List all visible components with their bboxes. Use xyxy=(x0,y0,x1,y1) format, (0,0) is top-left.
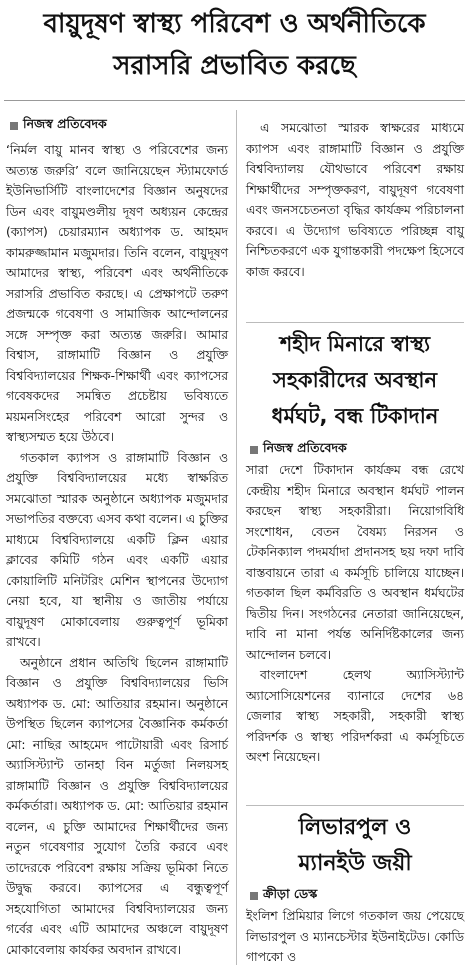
byline-bullet-icon xyxy=(250,892,258,900)
story3-byline-text: ক্রীড়া ডেস্ক xyxy=(263,886,318,901)
byline-bullet-icon xyxy=(250,446,258,454)
main-headline-line2: সরাসরি প্রভাবিত করছে xyxy=(113,51,356,81)
story3-headline xyxy=(246,810,464,882)
story-divider-1 xyxy=(246,322,464,323)
headline-divider xyxy=(4,100,465,101)
story2-paragraph-2: বাংলাদেশ হেলথ অ্যাসিস্ট্যান্ট অ্যাসোসিয়েশনের ব্যানারে দেশের ৬৪ জেলার স্বাস্থ্য সহকারী, সহকারী স্বাস্থ্য পরিদর্শক ও স্বাস্থ্য পরিদর্শকরা এ কর্মসূচিতে অংশ নিয়েছেন। xyxy=(246,668,464,764)
byline-bullet-icon xyxy=(10,122,18,130)
main-byline xyxy=(10,116,107,136)
story3-paragraph-1: ইংলিশ প্রিমিয়ার লিগে গতকাল জয় পেয়েছে লিভারপুল ও ম্যানচেস্টার ইউনাইটেড। কোডি গাপকো ও xyxy=(246,909,464,964)
main-byline-text: নিজস্ব প্রতিবেদক xyxy=(23,116,107,131)
main-paragraph-4: এ সমঝোতা স্মারক স্বাক্ষরের মাধ্যমে ক্যাপস এবং রাঙ্গামাটি বিজ্ঞান ও প্রযুক্তি বিশ্ববিদ্যালয় যৌথভাবে পরিবেশ রক্ষায় শিক্ষার্থীদের সম্পৃক্তকরণ, বায়ুদূষণ গবেষণা এবং জনসচেতনতা বৃদ্ধির কার্যক্রম পরিচালনা করবে। এ উদ্যোগ ভবিষ্যতে পরিচ্ছন্ন বায়ু নিশ্চিতকরণে এক যুগান্তকারী পদক্ষেপ হিসেবে কাজ করবে। xyxy=(246,121,464,279)
story2-byline xyxy=(250,440,347,460)
main-paragraph-3: অনুষ্ঠানে প্রধান অতিথি ছিলেন রাঙ্গামাটি বিজ্ঞান ও প্রযুক্তি বিশ্ববিদ্যালয়ের ভিসি অধ্যাপক ড. মো: আতিয়ার রহমান। অনুষ্ঠানে উপস্থিত ছিলেন ক্যাপসের বৈজ্ঞানিক কর্মকর্তা মো: নাছির আহমেদ পাটোয়ারী এবং রিসার্চ অ্যাসিস্ট্যান্ট তানহা বিন মর্তুজা নিলয়সহ রাঙ্গামাটি বিজ্ঞান ও প্রযুক্তি বিশ্ববিদ্যালয়ের কর্মকর্তারা। অধ্যাপক ড. মো: আতিয়ার রহমান বলেন, এ চুক্তি আমাদের শিক্ষার্থীদের জন্য নতুন গবেষণার সুযোগ তৈরি করবে এবং তাদেরকে পরিবেশ রক্ষায় সক্রিয় ভূমিকা নিতে উদ্বুদ্ধ করবে। ক্যাপসের এ বন্ধুত্বপূর্ণ সহযোগিতা আমাদের বিশ্ববিদ্যালয়ের জন্য গর্বের এবং এটি আমাদের অঞ্চলে বায়ুদূষণ মোকাবেলায় কার্যকর অবদান রাখবে। xyxy=(6,655,228,957)
story2-headline-line3: ধর্মঘট, বন্ধ টিকাদান xyxy=(271,404,439,428)
main-story-column-right xyxy=(246,118,464,282)
story-divider-2 xyxy=(246,805,464,806)
story3-byline xyxy=(250,886,317,906)
story2-paragraph-1: সারা দেশে টিকাদান কার্যক্রম বন্ধ রেখে কেন্দ্রীয় শহীদ মিনারে অবস্থান ধর্মঘট পালন করছেন স্বাস্থ্য সহকারীরা। নিয়োগবিধি সংশোধন, বেতন বৈষম্য নিরসন ও টেকনিক্যাল পদমর্যাদা প্রদানসহ ছয় দফা দাবি বাস্তবায়নে তারা এ কর্মসূচি চালিয়ে যাচ্ছেন। গতকাল ছিল কর্মবিরতি ও অবস্থান ধর্মঘটের দ্বিতীয় দিন। সংগঠনের নেতারা জানিয়েছেন, দাবি না মানা পর্যন্ত অনির্দিষ্টকালের জন্য আন্দোলন চলবে। xyxy=(246,463,464,662)
story2-headline xyxy=(246,326,464,434)
column-divider xyxy=(236,110,237,965)
main-story-column-left xyxy=(6,140,228,960)
main-paragraph-2: গতকাল ক্যাপস ও রাঙ্গামাটি বিজ্ঞান ও প্রযুক্তি বিশ্ববিদ্যালয়ের মধ্যে স্বাক্ষরিত সমঝোতা স্মারক অনুষ্ঠানে অধ্যাপক মজুমদার সভাপতির বক্তব্যে এসব কথা বলেন। এ চুক্তির মাধ্যমে বিশ্ববিদ্যালয়ে একটি ক্লিন এয়ার ক্লাবের কমিটি গঠন এবং একটি এয়ার কোয়ালিটি মনিটরিং মেশিন স্থাপনের উদ্যোগ নেয়া হবে, যা স্থানীয় ও জাতীয় পর্যায়ে বায়ুদূষণ মোকাবেলায় গুরুত্বপূর্ণ ভূমিকা রাখবে। xyxy=(6,450,228,649)
story3-headline-line1: লিভারপুল ও xyxy=(298,815,412,840)
main-paragraph-1: ‘নির্মল বায়ু মানব স্বাস্থ্য ও পরিবেশের জন্য অত্যন্ত জরুরি’ বলে জানিয়েছেন স্ট্যামফোর্ড ইউনিভার্সিটি বাংলাদেশের বিজ্ঞান অনুষদের ডিন এবং বায়ুমণ্ডলীয় দূষণ অধ্যয়ন কেন্দ্রের (ক্যাপস) চেয়ারম্যান অধ্যাপক ড. আহমদ কামরুজ্জামান মজুমদার। তিনি বলেন, বায়ুদূষণ আমাদের স্বাস্থ্য, পরিবেশ এবং অর্থনীতিকে সরাসরি প্রভাবিত করছে। এ প্রেক্ষাপটে তরুণ প্রজন্মকে গবেষণা ও সামাজিক আন্দোলনের সঙ্গে সম্পৃক্ত করা অত্যন্ত জরুরি। আমার বিশ্বাস, রাঙ্গামাটি বিজ্ঞান ও প্রযুক্তি বিশ্ববিদ্যালয়ের শিক্ষক-শিক্ষার্থী এবং ক্যাপসের গবেষকদের সমন্বিত প্রচেষ্টায় ভবিষ্যতে ময়মনসিংহের পরিবেশ আরো সুন্দর ও স্বাস্থ্যসম্মত হয়ে উঠবে। xyxy=(6,143,228,444)
story2-headline-line2: সহকারীদের অবস্থান xyxy=(273,368,437,392)
story2-headline-line1: শহীদ মিনারে স্বাস্থ্য xyxy=(279,332,431,356)
story3-headline-line2: ম্যানইউ জয়ী xyxy=(298,851,412,876)
main-headline-line1: বায়ুদূষণ স্বাস্থ্য পরিবেশ ও অর্থনীতিকে xyxy=(43,9,426,39)
story3-body xyxy=(246,906,464,968)
story2-body xyxy=(246,460,464,768)
story2-byline-text: নিজস্ব প্রতিবেদক xyxy=(263,440,347,455)
